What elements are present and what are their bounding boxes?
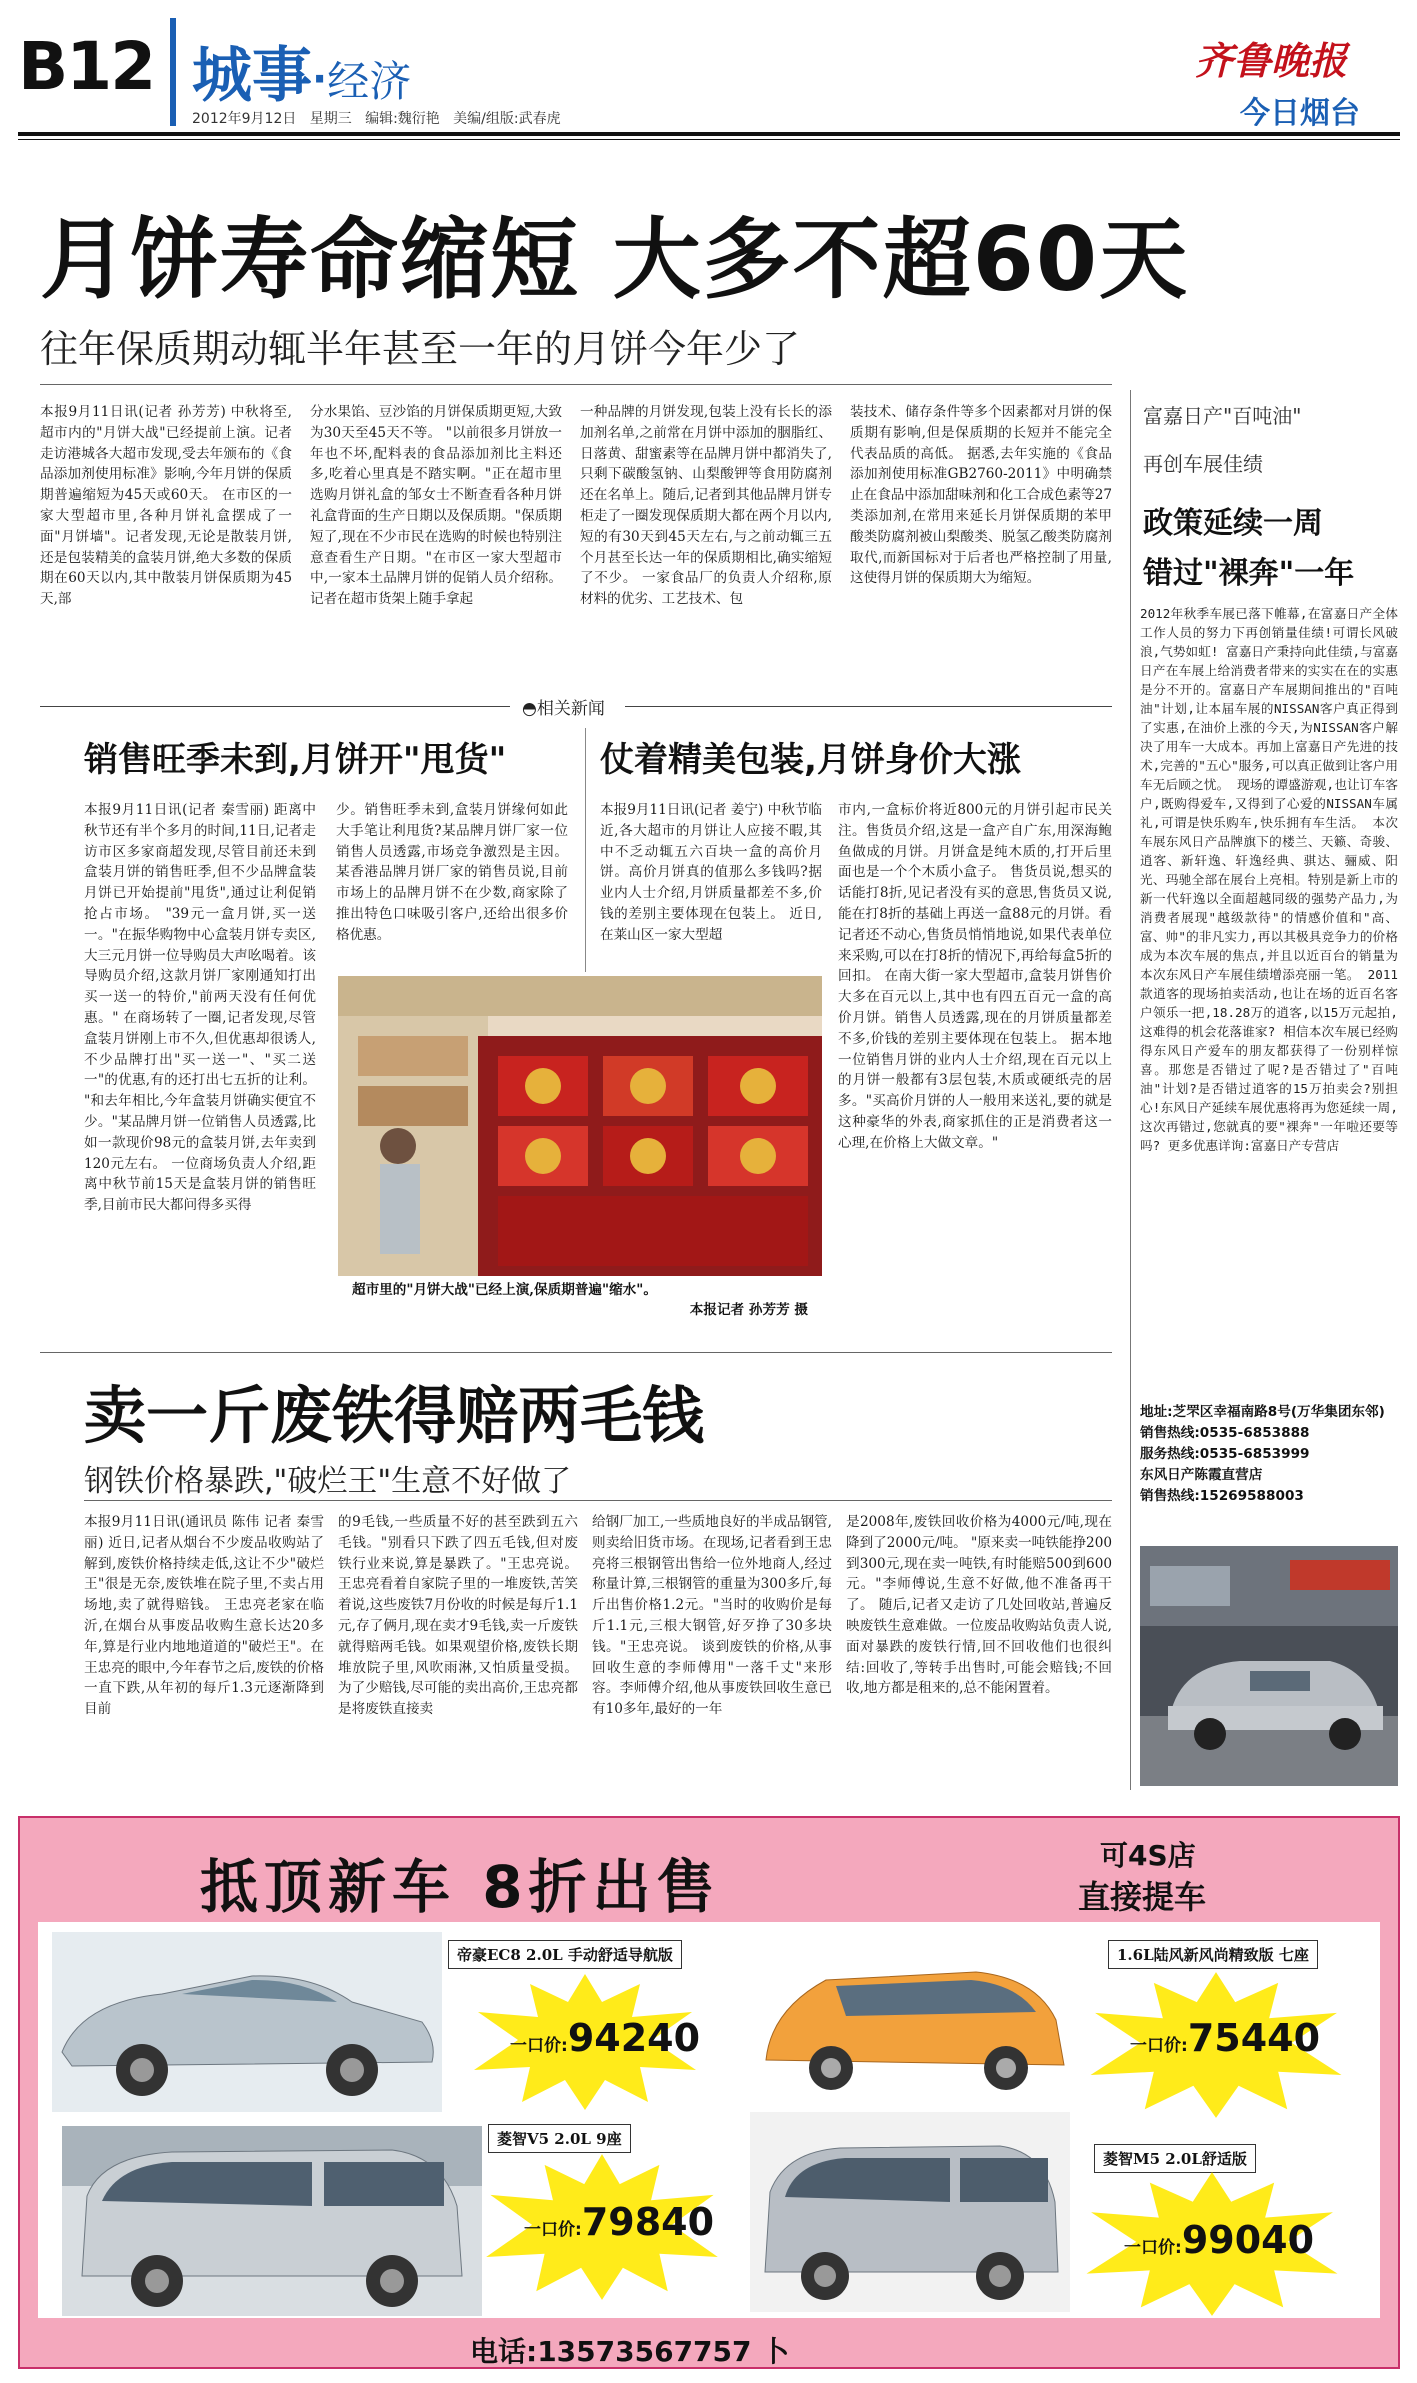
price-value-3: 79840: [581, 2200, 715, 2244]
sidebar-hotline-sales: 销售热线:0535-6853888: [1140, 1425, 1310, 1441]
issue-date: 2012年9月12日: [192, 111, 297, 127]
sidebar-title-line1: 政策延续一周: [1143, 506, 1323, 541]
price-tag-2: [1130, 2016, 1320, 2060]
mpv-icon: [746, 1950, 1076, 2100]
sidebar-kicker-1: 富嘉日产"百吨油": [1143, 404, 1302, 428]
car-model-2: 1.6L陆风新风尚精致版 七座: [1108, 1940, 1318, 1969]
related-news-icon: ◓: [522, 699, 537, 719]
story-column-divider: [585, 728, 586, 972]
car-model-1: 帝豪EC8 2.0L 手动舒适导航版: [448, 1940, 682, 1969]
lead-subhead: 往年保质期动辄半年甚至一年的月饼今年少了: [40, 327, 801, 371]
price-value-1: 94240: [567, 2016, 701, 2060]
lead-column-1: 本报9月11日讯(记者 孙芳芳) 中秋将至,超市内的"月饼大战"已经提前上演。记者走访港城各大超市发现,受去年颁布的《食品添加剂使用标准》影响,今年月饼的保质期普遍缩短为45天或60天。 在市区的一家大型超市里,各种月饼礼盒摆成了一面"月饼墙"。记者发现,无论是散装月饼,还是包装精美的盒装月饼,绝大多数的保质期在60天以内,其中散装月饼保质期为45天,部: [40, 404, 292, 608]
header-rule: [18, 132, 1400, 136]
mooncake-photo-graphic: [338, 976, 822, 1276]
price-tag-1: [510, 2016, 700, 2060]
editor-credit: 编辑:魏衍艳: [365, 111, 440, 127]
section-title: [192, 28, 411, 114]
page-number: B12: [18, 28, 155, 105]
van-icon: [62, 2126, 482, 2316]
lead-column-3: 一种品牌的月饼发现,包装上没有长长的添加剂名单,之前常在月饼中添加的胭脂红、日落黄、甜蜜素等在品牌月饼中都消失了,只剩下碳酸氢钠、山梨酸钾等食用防腐剂还在名单上。随后,记者到其他品牌月饼专柜走了一圈发现保质期大都在两个月以内,短的有30天到45天左右,与之前动辄三五个月甚至长达一年的保质期相比,确实缩短了不少。 一家食品厂的负责人介绍称,原材料的优劣、工艺技术、包: [580, 404, 832, 608]
story4-column-1: 本报9月11日讯(通讯员 陈伟 记者 秦雪丽) 近日,记者从烟台不少废品收购站了解到,废铁价格持续走低,这让不少"破烂王"很是无奈,废铁堆在院子里,不卖占用场地,卖了就得赔钱。 王忠亮老家在临沂,在烟台从事废品收购生意长达20多年,算是行业内地地道道的"破烂王"。在王忠亮的眼中,今年春节之后,废铁的价格一直下跌,从年初的每斤1.3元逐渐降到目前: [84, 1514, 324, 1718]
price-label-3: 一口价:: [524, 2220, 582, 2240]
story4-top-rule: [40, 1352, 1112, 1353]
header-meta: [192, 108, 561, 128]
header-rule-thin: [18, 139, 1400, 140]
lead-headline: 月饼寿命缩短 大多不超60天: [40, 208, 1190, 311]
sidebar-address: 地址:芝罘区幸福南路8号(万华集团东邻): [1140, 1404, 1385, 1420]
sidebar-hotline-service: 服务热线:0535-6853999: [1140, 1446, 1310, 1462]
sidebar-body: 2012年秋季车展已落下帷幕,在富嘉日产全体工作人员的努力下再创销量佳绩!可谓长风破浪,气势如虹! 富嘉日产秉持向此佳绩,与富嘉日产在车展上给消费者带来的实实在在的实惠是分不开的。富嘉日产车展期间推出的"百吨油"计划,让本届车展的NISSAN客户真正得到了实惠,在油价上涨的今天,为NISSAN客户解决了用车一大成本。再加上富嘉日产先进的技术,完善的"五心"服务,可以真正做到让客户用车无后顾之忧。 现场的谭盛游观,也让订车客户,既购得爱车,又得到了心爱的NISSAN车属礼,可谓是快乐购车,快乐拥有车生活。 本次车展东风日产品牌旗下的楼兰、天籁、奇骏、逍客、新轩逸、轩逸经典、骐达、骊威、阳光、玛驰全部在展台上亮相。特别是新上市的新一代轩逸以全面超越同级的强势产品力,为消费者展现"越级款待"的情感价值和"高、富、帅"的非凡实力,再以其极具竞争力的价格成为本次车展的焦点,并且以近百台的销量为本次东风日产车展佳绩增添亮丽一笔。 2011款逍客的现场拍卖活动,也让在场的近百名客户领乐一把,18.28万的逍客,以15万元起拍,这难得的机会花落谁家? 相信本次车展已经购得东风日产爱车的朋友都获得了一份别样惊喜。那您是否错过了呢?是否错过了"百吨油"计划?是否错过逍客的15万拍卖会?别担心!东风日产延续车展优惠将再为您延续一周,这次再错过,您就真的要"裸奔"一年啦还要等吗? 更多优惠详询:富嘉日产专营店: [1140, 606, 1398, 1153]
related-news-label: ◓相关新闻: [522, 699, 605, 719]
story3-headline: 仗着精美包装,月饼身价大涨: [600, 740, 1021, 780]
ad-side-line2: 直接提车: [1078, 1878, 1207, 1916]
story4-column-2: 的9毛钱,一些质量不好的甚至跌到五六毛钱。"别看只下跌了四五毛钱,但对废铁行业来说,算是暴跌了。"王忠亮说。 王忠亮看着自家院子里的一堆废铁,苦笑着说,这些废铁7月份收的时候是每斤1.1元,存了俩月,现在卖才9毛钱,卖一斤废铁就得赔两毛钱。如果观望价格,废铁长期堆放院子里,风吹雨淋,又怕质量受损。 为了少赔钱,尽可能的卖出高价,王忠亮都是将废铁直接卖: [338, 1514, 578, 1718]
sidebar-hotline-dealer: 销售热线:15269588003: [1140, 1488, 1304, 1504]
price-value-4: 99040: [1181, 2218, 1315, 2262]
car-show-photo-graphic: [1140, 1546, 1398, 1786]
lead-column-2: 分水果馅、豆沙馅的月饼保质期更短,大致为30天至45天不等。 "以前很多月饼放一年也不坏,配料表的食品添加剂比主料还多,吃着心里真是不踏实啊。"正在超市里选购月饼礼盒的邹女士不断查看各种月饼礼盒背面的生产日期以及保质期。"保质期短了,现在不少市民在选购的时候也特别注意查看生产日期。"在市区一家大型超市中,一家本土品牌月饼的促销人员介绍称。 记者在超市货架上随手拿起: [310, 404, 562, 608]
section-dot: ·: [312, 56, 328, 103]
edition-name: 今日烟台: [1240, 96, 1360, 131]
price-tag-4: [1124, 2218, 1314, 2262]
car-photo-2: [746, 1950, 1076, 2100]
car-photo-4: [750, 2112, 1070, 2312]
header-divider: [170, 18, 176, 126]
paper-logo: 齐鲁晚报: [1195, 38, 1348, 83]
ad-side-line1: 可4S店: [1100, 1839, 1196, 1872]
mooncake-photo: [338, 976, 822, 1276]
designer-credit: 美编/组版:武春虎: [453, 111, 561, 127]
photo-credit: 本报记者 孙芳芳 摄: [689, 1302, 808, 1318]
price-tag-3: [524, 2200, 714, 2244]
car-show-photo: [1140, 1546, 1398, 1786]
story3-column-2: 市内,一盒标价将近800元的月饼引起市民关注。售货员介绍,这是一盒产自广东,用深海鲍鱼做成的月饼。月饼盒是纯木质的,打开后里面也是一个个木质小盒子。 售货员说,想买的话能打8折,见记者没有买的意思,售货员又说,能在打8折的基础上再送一盒88元的月饼。看记者还不动心,售货员悄悄地说,如果代表单位来采购,可以在打8折的情况下,再给每盒5折的回扣。 在南大街一家大型超市,盒装月饼售价大多在百元以上,其中也有四五百元一盒的高价月饼。销售人员透露,现在的月饼质量都差不多,价钱的差别主要体现在包装上。 据本地一位销售月饼的业内人士介绍,现在百元以上的月饼一般都有3层包装,木质或硬纸壳的居多。"买高价月饼的人一般用来送礼,要的就是这种豪华的外表,商家抓住的正是消费者这一心理,在价格上大做文章。": [838, 802, 1112, 1151]
story4-subhead: 钢铁价格暴跌,"破烂王"生意不好做了: [84, 1464, 572, 1499]
sidebar-title-line2: 错过"裸奔"一年: [1143, 556, 1355, 591]
car-model-4: 菱智M5 2.0L舒适版: [1094, 2144, 1256, 2173]
section-name: 城事: [192, 41, 312, 111]
photo-caption-line1: 超市里的"月饼大战"已经上演,保质期普遍"缩水"。: [352, 1282, 657, 1298]
sedan-icon: [52, 1932, 442, 2112]
story2-column-2: 少。销售旺季未到,盒装月饼缘何如此大手笔让利甩货?某品牌月饼厂家一位销售人员透露,市场竞争激烈是主因。 某香港品牌月饼厂家的销售员说,目前市场上的品牌月饼不在少数,商家除了推出特色口味吸引客户,还给出很多价格优惠。: [336, 802, 568, 943]
price-label-2: 一口价:: [1130, 2036, 1188, 2056]
story2-headline: 销售旺季未到,月饼开"甩货": [84, 740, 507, 780]
lead-sub-rule: [40, 384, 1112, 385]
lead-column-4: 装技术、储存条件等多个因素都对月饼的保质期有影响,但是保质期的长短并不能完全代表品质的高低。 据悉,去年实施的《食品添加剂使用标准GB2760-2011》中明确禁止在食品中添加甜味剂和化工合成色素等27类添加剂,在常用来延长月饼保质期的苯甲酸类防腐剂被山梨酸类、脱氢乙酸类防腐剂取代,而新国标对于后者也严格控制了用量,这使得月饼的保质期大为缩短。: [850, 404, 1112, 587]
ad-title: 抵顶新车 8折出售: [200, 1853, 721, 1921]
story4-headline: 卖一斤废铁得赔两毛钱: [84, 1379, 705, 1452]
car-model-3: 菱智V5 2.0L 9座: [488, 2124, 631, 2153]
story4-sub-rule: [84, 1500, 1112, 1501]
price-label-1: 一口价:: [510, 2036, 568, 2056]
story4-column-4: 是2008年,废铁回收价格为4000元/吨,现在降到了2000元/吨。 "原来卖一吨铁能挣200到300元,现在卖一吨铁,有时能赔500到600元。"李师傅说,生意不好做,他不准备再干了。 随后,记者又走访了几处回收站,普遍反映废铁生意难做。一位废品收购站负责人说,面对暴跌的废铁行情,回不回收他们也很纠结:回收了,等转手出售时,可能会赔钱;不回收,地方都是租来的,总不能闲置着。: [846, 1514, 1112, 1697]
price-label-4: 一口价:: [1124, 2238, 1182, 2258]
photo-caption: [352, 1280, 808, 1320]
section-subname: 经济: [327, 57, 412, 106]
issue-weekday: 星期三: [309, 111, 352, 127]
story2-column-1: 本报9月11日讯(记者 秦雪丽) 距离中秋节还有半个多月的时间,11日,记者走访市区多家商超发现,尽管目前还未到盒装月饼的销售旺季,但不少品牌盒装月饼已开始提前"甩货",通过让利促销抢占市场。 "39元一盒月饼,买一送一。"在振华购物中心盒装月饼专卖区,大三元月饼一位导购员大声吆喝着。该导购员介绍,这款月饼厂家刚通知打出买一送一的特价,"前两天没有任何优惠。" 在商场转了一圈,记者发现,尽管盒装月饼刚上市不久,但优惠却很诱人,不少品牌打出"买一送一"、"买二送一"的优惠,有的还打出七五折的让利。 "和去年相比,今年盒装月饼确实便宜不少。"某品牌月饼一位销售人员透露,比如一款现价98元的盒装月饼,去年卖到120元左右。 一位商场负责人介绍,距离中秋节前15天是盒装月饼的销售旺季,目前市民大都问得多买得: [84, 802, 316, 1214]
ad-phone: 电话:13573567757 卜: [470, 2335, 790, 2368]
story4-column-3: 给钢厂加工,一些质地良好的半成品钢管,则卖给旧货市场。在现场,记者看到王忠亮将三根钢管出售给一位外地商人,经过称量计算,三根钢管的重量为300多斤,每斤出售价格1.2元。"当时的收购价是每斤1.1元,三根大钢管,好歹挣了30多块钱。"王忠亮说。 谈到废铁的价格,从事回收生意的李师傅用"一落千丈"来形容。李师傅介绍,他从事废铁回收生意已有10多年,最好的一年: [592, 1514, 832, 1718]
price-value-2: 75440: [1187, 2016, 1321, 2060]
sidebar-dealer: 东风日产陈霞直营店: [1140, 1467, 1263, 1483]
car-photo-3: [62, 2126, 482, 2316]
car-photo-1: [52, 1932, 442, 2112]
sidebar-contacts: [1140, 1402, 1398, 1507]
related-rule-left: [40, 706, 510, 707]
sidebar-kicker-2: 再创车展佳绩: [1143, 452, 1263, 476]
van-icon: [750, 2112, 1070, 2312]
related-rule-right: [625, 706, 1112, 707]
story3-column-1: 本报9月11日讯(记者 姜宁) 中秋节临近,各大超市的月饼让人应接不暇,其中不乏动辄五六百块一盒的高价月饼。高价月饼真的值那么多钱吗?据业内人士介绍,月饼质量都差不多,价钱的差别主要体现在包装上。 近日,在莱山区一家大型超: [600, 802, 822, 943]
